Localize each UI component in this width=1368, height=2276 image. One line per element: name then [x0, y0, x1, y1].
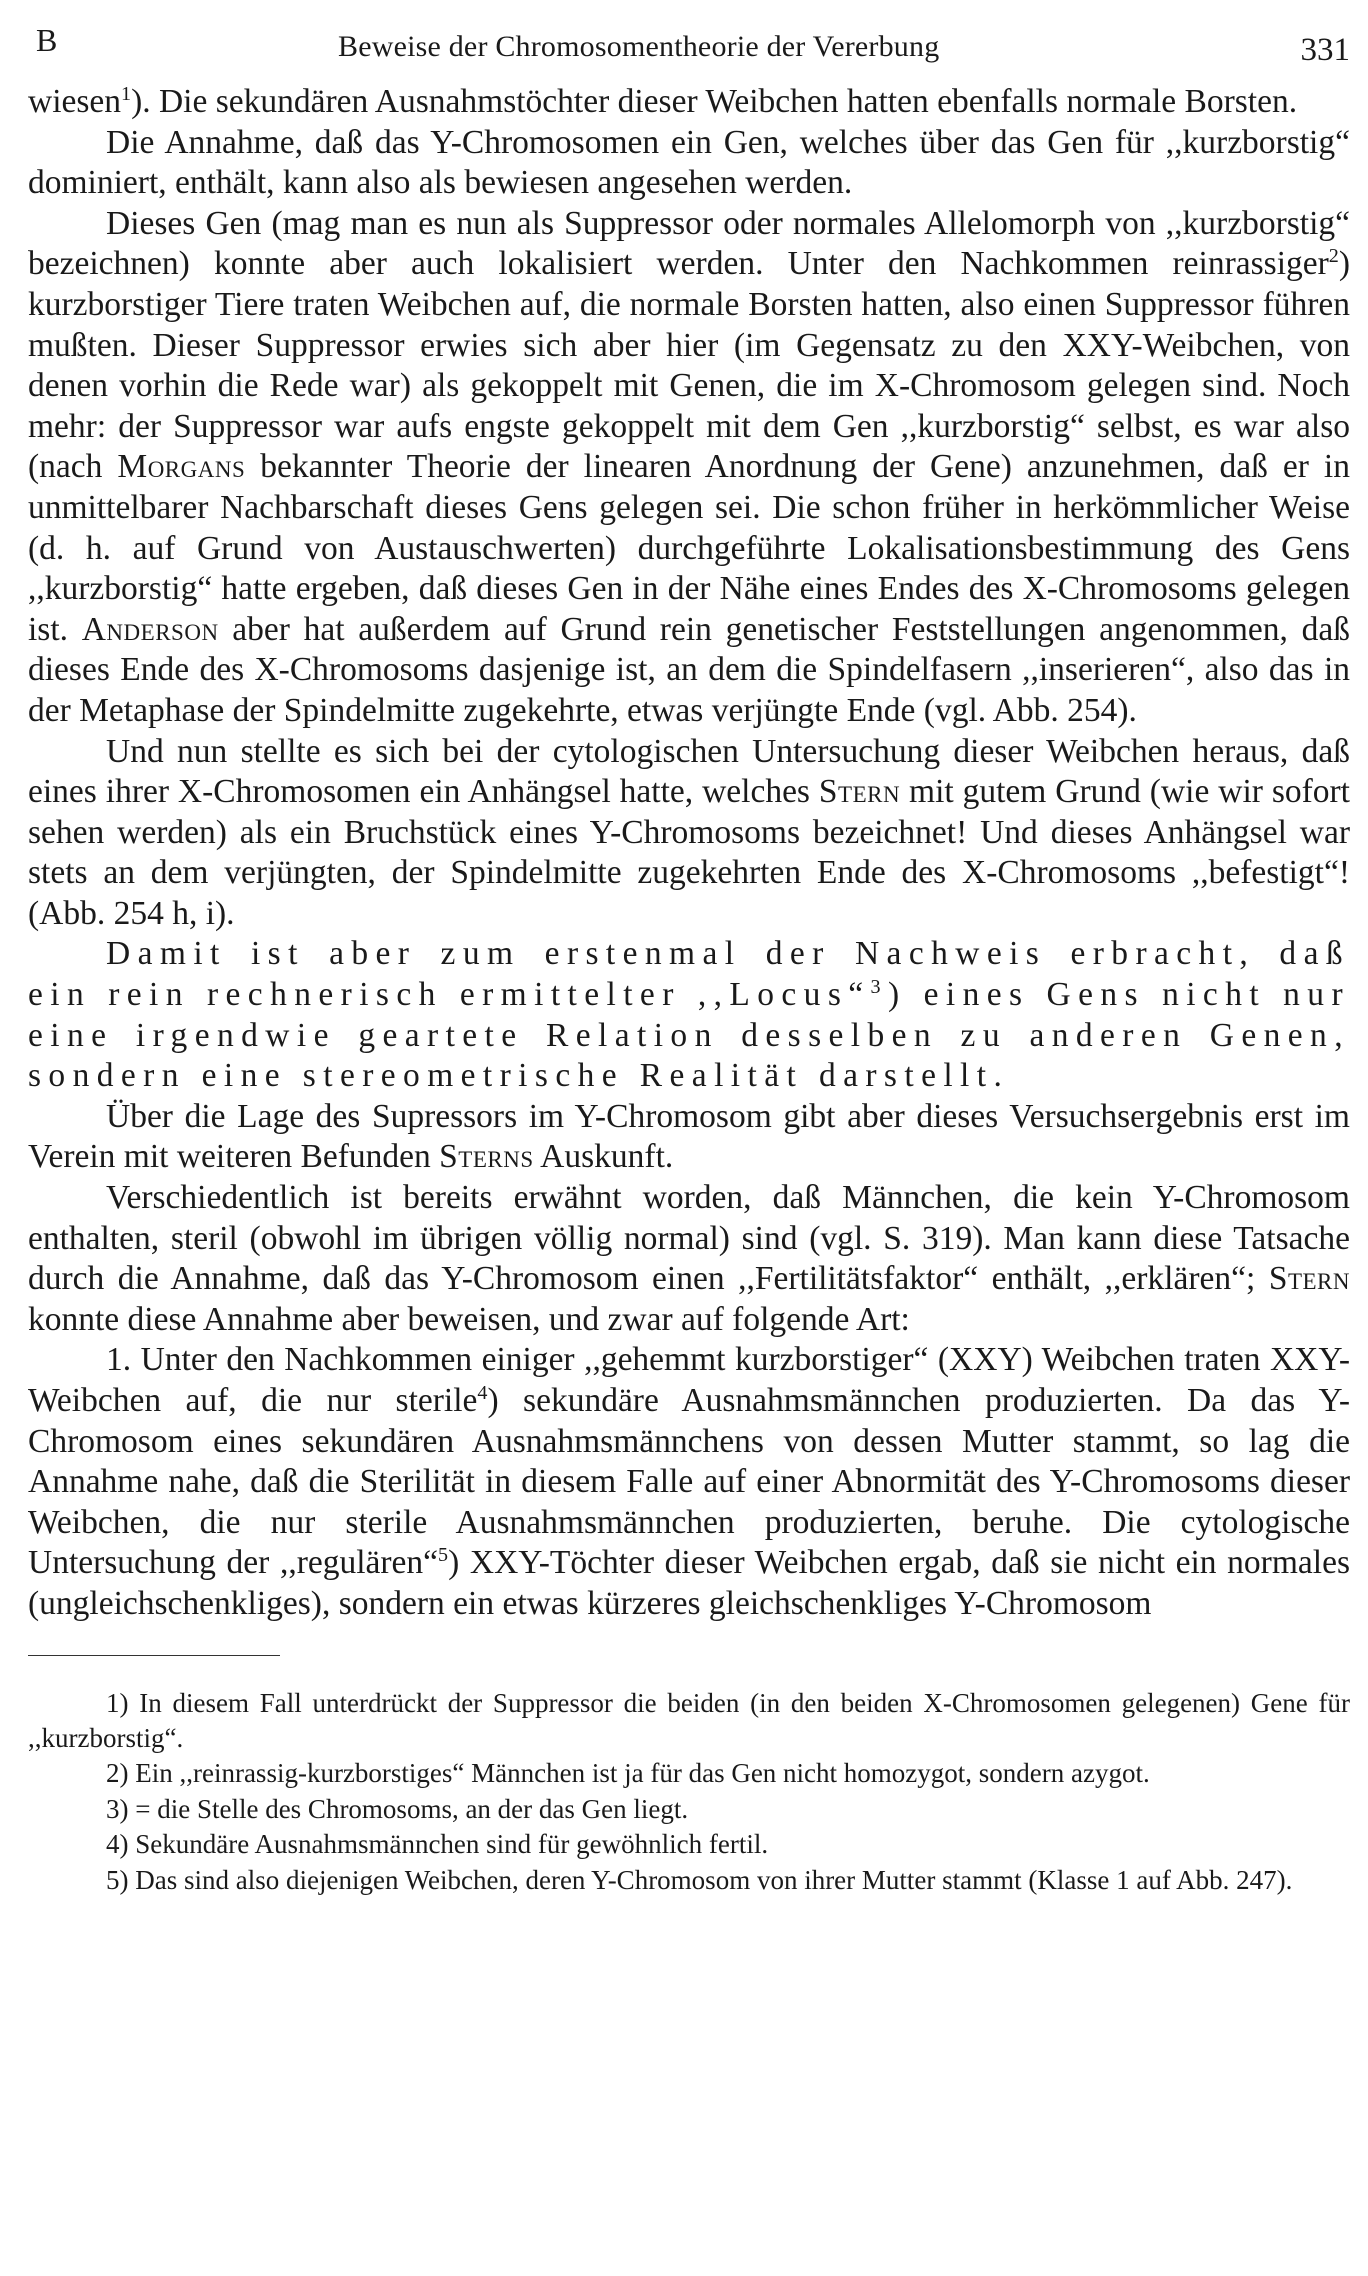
author-name-stern: Stern — [818, 773, 901, 811]
footnote-2: 2) Ein ,,reinrassig-kurzborstiges“ Männchen ist ja für das Gen nicht homozygot, sondern azygot. — [106, 1758, 1150, 1789]
footnote-1: 1) In diesem Fall unterdrückt der Suppressor die beiden (in den beiden X-Chromosomen gelegenen) Gene für ,,kurzborstig“. — [28, 1687, 1350, 1753]
paragraph-3: Dieses Gen (mag man es nun als Suppressor oder normales Allelomorph von ,,kurzborstig“ bezeichnen) konnte aber auch lokalisiert werden. Unter den Nachkommen reinrassiger$^2$) kurzborstiger Tiere traten Weibchen auf, die normale Borsten hatten, also einen Suppressor führen mußten. Dieser Suppressor erwies sich aber hier (im Gegensatz zu den XXY-Weibchen, von denen vorhin die Rede war) als gekoppelt mit Genen, die im X-Chromosom gelegen sind. Noch mehr: der Suppressor war aufs engste gekoppelt mit dem Gen ,,kurzborstig“ selbst, es war also (nach Morgans bekannter Theorie der linearen Anordnung der Gene) anzunehmen, daß er in unmittelbarer Nachbarschaft dieses Gens gelegen sei. Die schon früher in herkömmlicher Weise (d. h. auf Grund von Austauschwerten) durchgeführte Lokalisationsbestimmung des Gens ,,kurzborstig“ hatte ergeben, daß dieses Gen in der Nähe eines Endes des X-Chromosoms gelegen ist. Anderson aber hat außerdem auf Grund rein genetischer Feststellungen angenommen, daß dieses Ende des X-Chromosoms dasjenige ist, an dem die Spindelfasern ,,inserieren“, also das in der Metaphase der Spindelmitte zugekehrte, etwas verjüngte Ende (vgl. Abb. 254). — [28, 204, 1350, 729]
signature-mark: B — [36, 22, 58, 58]
author-name-morgans: Morgans — [117, 448, 246, 486]
page-number: 331 — [1300, 32, 1350, 68]
paragraph-4: Und nun stellte es sich bei der cytologischen Untersuchung dieser Weibchen heraus, daß eines ihrer X-Chromosomen ein Anhängsel hatte, welches Stern mit gutem Grund (wie wir sofort sehen werden) als ein Bruchstück eines Y-Chromosoms bezeichnet! Und dieses Anhängsel war stets an dem verjüngten, der Spindelmitte zugekehrten Ende des X-Chromosoms ,,befestigt“! (Abb. 254 h, i). — [28, 732, 1350, 932]
footnote-ref-4: 4 — [477, 1381, 488, 1404]
running-title: Beweise der Chromosomentheorie der Vererbung — [338, 30, 940, 63]
author-name-stern-2: Stern — [1268, 1260, 1350, 1298]
paragraph-2: Die Annahme, daß das Y-Chromosomen ein Gen, welches über das Gen für ,,kurzborstig“ dominiert, enthält, kann also als bewiesen angesehen werden. — [28, 123, 1350, 202]
footnote-3: 3) = die Stelle des Chromosoms, an der das Gen liegt. — [106, 1793, 689, 1824]
paragraph-1: wiesen$^1$). Die sekundären Ausnahmstöchter dieser Weibchen hatten ebenfalls normale Borsten. — [28, 82, 1298, 120]
author-name-sterns: Sterns — [439, 1138, 534, 1176]
footnote-ref-2: 2 — [1328, 245, 1339, 268]
footnote-ref-1: 1 — [121, 82, 132, 105]
footnote-4: 4) Sekundäre Ausnahmsmännchen sind für gewöhnlich fertil. — [106, 1829, 769, 1860]
book-page — [28, 20, 1350, 1898]
paragraph-8: 1. Unter den Nachkommen einiger ,,gehemmt kurzborstiger“ (XXY) Weibchen traten XXY-Weibchen auf, die nur sterile$^4$) sekundäre Ausnahmsmännchen produzierten. Da das Y-Chromosom eines sekundären Ausnahmsmännchens von dessen Mutter stammt, so lag die Annahme nahe, daß die Sterilität in diesem Falle auf einer Abnormität des Y-Chromosoms dieser Weibchen, die nur sterile Ausnahmsmännchen produzierten, beruhe. Die cytologische Untersuchung der ,,regulären“$^5$) XXY-Töchter dieser Weibchen ergab, daß sie nicht ein normales (ungleichschenkliges), sondern ein etwas kürzeres gleichschenkliges Y-Chromosom — [28, 1341, 1351, 1622]
footnote-5: 5) Das sind also diejenigen Weibchen, deren Y-Chromosom von ihrer Mutter stammt (Klasse 1 auf Abb. 247). — [106, 1864, 1293, 1895]
footnote-ref-5: 5 — [438, 1544, 449, 1567]
author-name-anderson: Anderson — [81, 610, 219, 648]
footnotes — [28, 1686, 1350, 1898]
footnote-ref-3: 3 — [870, 975, 888, 998]
footnote-separator — [28, 1655, 280, 1656]
paragraph-7: Verschiedentlich ist bereits erwähnt worden, daß Männchen, die kein Y-Chromosom enthalten, steril (obwohl im übrigen völlig normal) sind (vgl. S. 319). Man kann diese Tatsache durch die Annahme, daß das Y-Chromosom einen ,,Fertilitätsfaktor“ enthält, ,,erklären“; Stern konnte diese Annahme aber beweisen, und zwar auf folgende Art: — [28, 1179, 1350, 1338]
body-text — [28, 82, 1350, 1625]
paragraph-6: Über die Lage des Supressors im Y-Chromosom gibt aber dieses Versuchsergebnis erst im Verein mit weiteren Befunden Sterns Auskunft. — [28, 1097, 1350, 1176]
page-header — [28, 20, 1350, 82]
paragraph-5-emphasis: Damit ist aber zum erstenmal der Nachweis erbracht, daß ein rein rechnerisch ermittelter ,,Locus“$^3$) eines Gens nicht nur eine irgendwie geartete Relation desselben zu anderen Genen, sondern eine stereometrische Realität darstellt. — [28, 935, 1350, 1095]
